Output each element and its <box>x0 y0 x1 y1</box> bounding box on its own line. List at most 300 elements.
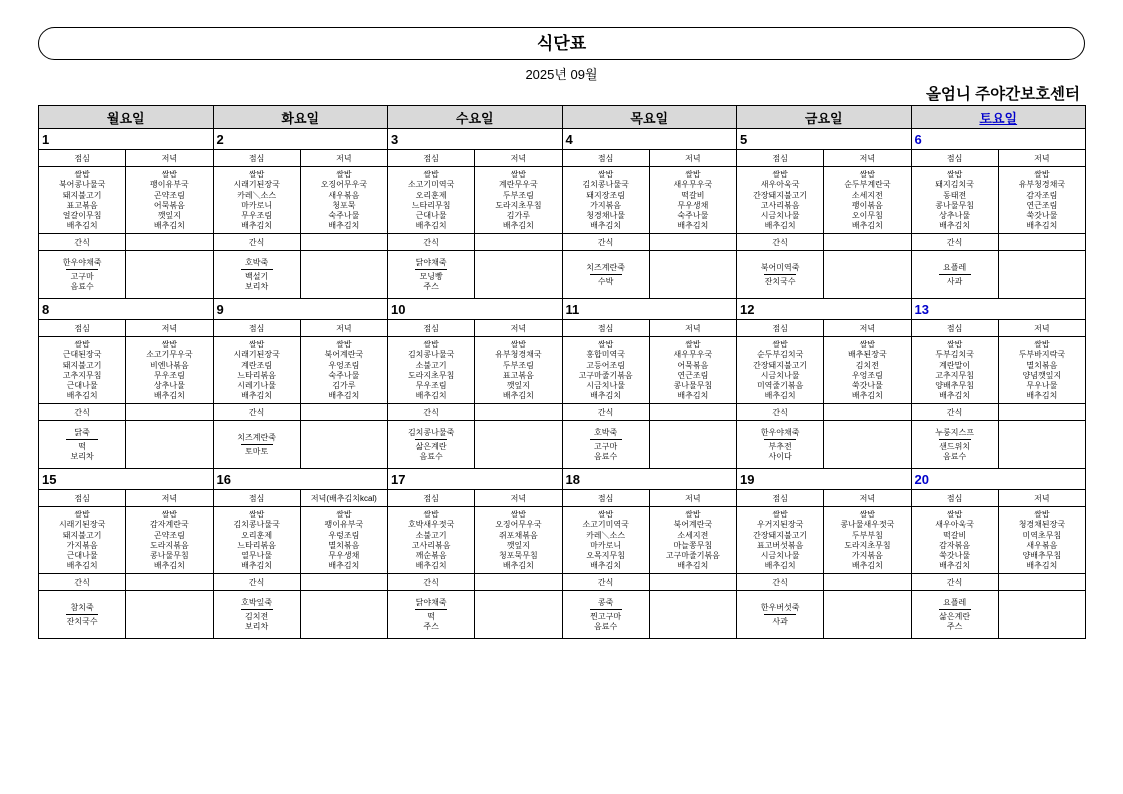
menu-item: 새우아욱국 <box>760 180 800 190</box>
empty-cell <box>998 404 1085 421</box>
menu-item: 깻잎지 <box>506 381 530 391</box>
snack-list <box>912 422 998 468</box>
snack-label: 간식 <box>39 574 126 591</box>
menu-item: 순두부김치국 <box>756 350 804 360</box>
dinner-label: 저녁 <box>126 490 213 507</box>
menu-item: 양배추무침 <box>1022 551 1062 561</box>
snack-list <box>563 422 649 468</box>
empty-cell <box>998 574 1085 591</box>
snack-divider <box>241 269 273 270</box>
snack-divider <box>590 274 622 275</box>
menu-item: 쌀밥 <box>859 170 876 179</box>
menu-item: 깻잎지 <box>157 211 181 221</box>
menu-item: 쌀밥 <box>423 340 439 349</box>
date-cell <box>213 469 388 490</box>
menu-item: 쌀밥 <box>597 510 614 519</box>
snack-divider <box>241 609 273 610</box>
menu-item: 배추김치 <box>415 221 447 231</box>
snack-list <box>39 252 125 298</box>
snack-main: 한우야채죽 <box>62 257 102 267</box>
menu-item: 시래기된장국 <box>58 520 106 530</box>
menu-item: 간장돼지불고기 <box>753 530 808 540</box>
snack-side-item: 부추전 <box>768 441 792 451</box>
snack-divider <box>764 274 796 275</box>
menu-item: 오이무침 <box>851 211 883 221</box>
menu-item: 배추김치 <box>66 221 98 231</box>
snack-cell <box>388 251 475 299</box>
date-number: 16 <box>216 471 231 487</box>
snack-label: 간식 <box>911 574 998 591</box>
menu-item: 청경채된장국 <box>1018 520 1066 530</box>
snack-side-item: 고구마 <box>70 271 94 281</box>
weekday-label: 목요일 <box>630 110 669 126</box>
snack-divider <box>66 269 98 270</box>
menu-item: 쌀밥 <box>510 510 527 519</box>
meal-label-row <box>39 490 1086 507</box>
snack-divider <box>590 439 622 440</box>
table-body <box>39 129 1086 639</box>
menu-item: 새우무우국 <box>673 180 713 190</box>
menu-item: 돼지불고기 <box>62 360 102 370</box>
menu-item: 무우나물 <box>1026 381 1058 391</box>
snack-label: 간식 <box>213 404 300 421</box>
menu-item: 무우조림 <box>153 370 185 380</box>
menu-item: 김치전 <box>855 360 879 370</box>
menu-item: 팽이볶음 <box>851 200 883 210</box>
empty-cell <box>126 251 213 299</box>
menu-item: 고사리볶음 <box>411 540 451 550</box>
dinner-label: 저녁 <box>475 150 562 167</box>
menu-item: 근대된장국 <box>62 350 102 360</box>
snack-list <box>214 592 300 638</box>
menu-item: 소불고기 <box>415 360 447 370</box>
menu-item: 순두부계란국 <box>844 180 891 190</box>
menu-item: 배추김치 <box>241 561 273 571</box>
dinner-menu-list <box>650 507 736 572</box>
snack-main: 요플레 <box>943 597 967 607</box>
menu-item: 무우생채 <box>328 551 360 561</box>
empty-cell <box>300 234 387 251</box>
menu-item: 무우조림 <box>241 211 273 221</box>
empty-cell <box>126 591 213 639</box>
menu-item: 시금치나물 <box>586 381 625 391</box>
snack-side-item: 음료수 <box>70 281 94 291</box>
lunch-menu-list <box>214 167 300 232</box>
date-number: 17 <box>391 471 406 487</box>
snack-side-item: 보리차 <box>245 621 269 631</box>
empty-cell <box>649 404 736 421</box>
menu-item: 쌀밥 <box>597 340 614 349</box>
lunch-menu-list <box>912 507 998 572</box>
menu-item: 곤약조림 <box>153 190 185 200</box>
menu-item: 미역초무침 <box>1022 530 1062 540</box>
date-cell <box>911 129 1086 150</box>
lunch-menu-list <box>388 167 474 232</box>
snack-list <box>214 252 300 298</box>
dinner-menu-cell <box>300 507 387 574</box>
menu-item: 쌀밥 <box>510 170 527 179</box>
menu-item: 숙주나물 <box>328 370 360 380</box>
snack-list <box>737 422 823 468</box>
dinner-label: 저녁 <box>649 490 736 507</box>
menu-item: 돼지김치국 <box>935 180 974 190</box>
snack-label: 간식 <box>213 234 300 251</box>
lunch-menu-cell <box>388 507 475 574</box>
empty-cell <box>300 591 387 639</box>
empty-cell <box>824 251 911 299</box>
dinner-menu-list <box>824 167 910 232</box>
menu-item: 시래기된장국 <box>233 180 280 190</box>
dinner-label: 저녁 <box>824 320 911 337</box>
menu-item: 숙주나물 <box>677 211 709 221</box>
menu-item: 우엉조림 <box>851 370 883 380</box>
table-header <box>39 106 1086 129</box>
dinner-menu-cell <box>475 167 562 234</box>
snack-side-item: 사과 <box>772 616 788 626</box>
empty-cell <box>649 421 736 469</box>
menu-item: 배추김치 <box>851 391 883 401</box>
menu-item: 배추김치 <box>328 221 360 231</box>
snack-divider <box>415 269 447 270</box>
menu-item: 쌀밥 <box>248 510 265 519</box>
menu-item: 쌀밥 <box>336 510 352 519</box>
menu-item: 도라지볶음 <box>150 540 189 550</box>
dinner-menu-cell <box>649 507 736 574</box>
menu-item: 표고볶음 <box>66 200 98 210</box>
snack-label: 간식 <box>562 574 649 591</box>
snack-label: 간식 <box>737 404 824 421</box>
menu-item: 오목지무침 <box>586 551 625 561</box>
menu-item: 배추김치 <box>764 561 796 571</box>
dinner-label: 저녁 <box>300 320 387 337</box>
menu-item: 열무나물 <box>241 551 273 561</box>
menu-item: 가지볶음 <box>851 551 883 561</box>
lunch-label: 점심 <box>388 320 475 337</box>
menu-item: 우렁조림 <box>328 530 360 540</box>
dinner-menu-list <box>301 167 387 232</box>
snack-cell <box>737 591 824 639</box>
snack-divider <box>939 274 971 275</box>
dinner-menu-list <box>824 337 910 402</box>
menu-item: 콩나물무침 <box>935 200 974 210</box>
snack-label: 간식 <box>39 404 126 421</box>
snack-label: 간식 <box>213 574 300 591</box>
menu-item: 팽이유부국 <box>150 180 189 190</box>
menu-item: 배추김치 <box>939 391 971 401</box>
snack-divider <box>66 614 98 615</box>
dinner-menu-cell <box>126 337 213 404</box>
lunch-menu-list <box>388 507 474 572</box>
date-number: 15 <box>42 471 57 487</box>
empty-cell <box>998 591 1085 639</box>
menu-item: 표고버섯볶음 <box>756 540 804 550</box>
lunch-menu-cell <box>213 507 300 574</box>
menu-item: 새우볶음 <box>1026 540 1058 550</box>
menu-item: 연근조림 <box>1026 200 1058 210</box>
weekday-header-row <box>39 106 1086 129</box>
date-number: 1 <box>42 131 50 147</box>
menu-item: 쌀밥 <box>859 340 876 349</box>
menu-item: 쌀밥 <box>336 340 352 349</box>
snack-side-item: 음료수 <box>419 451 443 461</box>
menu-item: 멸치볶음 <box>1026 360 1058 370</box>
menu-item: 배추김치 <box>764 221 796 231</box>
menu-item: 김치콩나물국 <box>582 180 629 190</box>
menu-item: 상추나물 <box>153 381 185 391</box>
snack-main: 요플레 <box>943 262 967 272</box>
menu-item: 유부청경채국 <box>495 350 542 360</box>
date-row <box>39 299 1086 320</box>
snack-list <box>563 252 649 298</box>
date-cell <box>737 129 912 150</box>
menu-item: 고등어조림 <box>586 360 625 370</box>
menu-item: 배추김치 <box>328 561 360 571</box>
snack-label-row <box>39 574 1086 591</box>
dinner-menu-cell <box>475 337 562 404</box>
menu-item: 돼지불고기 <box>62 190 102 200</box>
menu-item: 쌀밥 <box>1034 340 1050 349</box>
snack-side-item: 김치전 <box>245 611 269 621</box>
date-cell <box>39 299 214 320</box>
weekday-label: 수요일 <box>455 110 494 126</box>
menu-item: 청포묵 <box>332 200 356 210</box>
menu-item: 북어계란국 <box>673 520 713 530</box>
menu-item: 소세지전 <box>851 190 883 200</box>
snack-side-item: 백설기 <box>245 271 269 281</box>
lunch-label: 점심 <box>213 320 300 337</box>
lunch-menu-list <box>563 507 649 572</box>
menu-item: 배추김치 <box>153 391 185 401</box>
menu-item: 마늘쫑무침 <box>673 540 713 550</box>
dinner-menu-cell <box>998 507 1085 574</box>
meal-label-row <box>39 150 1086 167</box>
menu-item: 쌀밥 <box>772 170 788 179</box>
snack-divider <box>241 444 273 445</box>
menu-item: 배추김치 <box>153 561 185 571</box>
snack-label: 간식 <box>562 234 649 251</box>
lunch-menu-list <box>912 337 998 402</box>
dinner-menu-list <box>301 337 387 402</box>
dinner-menu-list <box>126 167 212 232</box>
snack-side-item: 삶은계란 <box>939 611 971 621</box>
dinner-label: 저녁 <box>998 320 1085 337</box>
snack-main: 닭야채죽 <box>415 597 447 607</box>
menu-item: 배추김치 <box>66 391 98 401</box>
empty-cell <box>998 251 1085 299</box>
snack-list <box>39 422 125 468</box>
date-cell <box>388 129 563 150</box>
lunch-menu-cell <box>213 337 300 404</box>
empty-cell <box>475 404 562 421</box>
menu-item: 배추김치 <box>241 391 273 401</box>
lunch-menu-cell <box>388 337 475 404</box>
menu-item: 미역줄기볶음 <box>756 381 804 391</box>
menu-item: 배추김치 <box>502 221 534 231</box>
snack-row <box>39 591 1086 639</box>
menu-item: 오리훈제 <box>241 530 273 540</box>
weekday-label: 월요일 <box>106 110 145 126</box>
lunch-menu-list <box>563 167 649 232</box>
menu-item: 배추김치 <box>415 391 447 401</box>
menu-item: 배추김치 <box>502 561 534 571</box>
menu-item: 쌀밥 <box>859 510 876 519</box>
empty-cell <box>824 404 911 421</box>
menu-item: 쌀밥 <box>772 510 788 519</box>
menu-item: 배추김치 <box>590 391 622 401</box>
date-cell <box>911 469 1086 490</box>
snack-list <box>912 252 998 298</box>
lunch-label: 점심 <box>737 320 824 337</box>
empty-cell <box>475 574 562 591</box>
date-cell <box>39 129 214 150</box>
snack-side-item: 사과 <box>946 276 963 286</box>
empty-cell <box>824 421 911 469</box>
date-number: 4 <box>565 131 573 147</box>
menu-item: 비엔나볶음 <box>150 360 189 370</box>
dinner-label: 저녁 <box>475 490 562 507</box>
snack-row <box>39 251 1086 299</box>
menu-item: 쌀밥 <box>685 510 701 519</box>
snack-row <box>39 421 1086 469</box>
menu-item: 깻잎지 <box>506 540 530 550</box>
snack-label: 간식 <box>39 234 126 251</box>
snack-divider <box>415 439 447 440</box>
menu-item: 쌀밥 <box>248 340 265 349</box>
dinner-menu-list <box>301 507 387 572</box>
menu-item: 도라지초무침 <box>407 370 455 380</box>
menu-item: 돼지불고기 <box>62 530 102 540</box>
menu-item: 감자볶음 <box>939 540 971 550</box>
menu-item: 배추김치 <box>153 221 185 231</box>
snack-side-item: 주스 <box>946 621 963 631</box>
snack-side-item: 음료수 <box>943 451 967 461</box>
weekday-label: 금요일 <box>804 110 843 126</box>
snack-side-item: 떡 <box>427 611 435 621</box>
menu-item: 새우아욱국 <box>935 520 974 530</box>
snack-list <box>912 592 998 638</box>
snack-divider <box>764 614 796 615</box>
lunch-label: 점심 <box>911 320 998 337</box>
menu-row <box>39 167 1086 234</box>
snack-main: 북어미역죽 <box>760 262 800 272</box>
date-row <box>39 469 1086 490</box>
snack-cell <box>562 251 649 299</box>
weekday-header <box>39 106 214 129</box>
menu-item: 고사리볶음 <box>760 200 800 210</box>
empty-cell <box>475 251 562 299</box>
lunch-menu-cell <box>39 507 126 574</box>
menu-item: 계란무우국 <box>499 180 538 190</box>
menu-item: 고구마줄기볶음 <box>578 370 633 380</box>
dinner-label: 저녁 <box>649 320 736 337</box>
menu-item: 가지볶음 <box>66 540 98 550</box>
dinner-menu-cell <box>998 337 1085 404</box>
menu-item: 쥐포채볶음 <box>499 530 538 540</box>
date-cell <box>737 469 912 490</box>
menu-item: 떡갈비 <box>681 190 705 200</box>
dinner-label: 저녁 <box>300 150 387 167</box>
menu-item: 우엉조림 <box>328 360 360 370</box>
snack-main: 치즈계란죽 <box>586 262 625 272</box>
date-number: 6 <box>914 131 922 147</box>
menu-item: 배추김치 <box>851 561 883 571</box>
lunch-menu-cell <box>737 167 824 234</box>
menu-item: 계란조림 <box>241 360 273 370</box>
snack-main: 호박잎죽 <box>241 597 273 607</box>
lunch-label: 점심 <box>911 490 998 507</box>
snack-side-item: 잔치국수 <box>66 616 98 626</box>
lunch-menu-cell <box>911 507 998 574</box>
date-cell <box>388 469 563 490</box>
menu-item: 카레＼소스 <box>586 530 626 540</box>
menu-item: 쌀밥 <box>423 170 439 179</box>
snack-side-item: 토마토 <box>245 446 269 456</box>
snack-side-item: 음료수 <box>594 451 618 461</box>
menu-item: 쑥갓나물 <box>1026 211 1058 221</box>
snack-main: 닭야채죽 <box>415 257 447 267</box>
lunch-menu-list <box>39 507 125 572</box>
menu-item: 북어콩나물국 <box>58 180 106 190</box>
empty-cell <box>649 234 736 251</box>
snack-cell <box>388 421 475 469</box>
date-number: 10 <box>391 301 406 317</box>
dinner-menu-list <box>475 167 561 232</box>
snack-label: 간식 <box>737 574 824 591</box>
date-cell <box>737 299 912 320</box>
snack-main: 한우버섯죽 <box>760 602 800 612</box>
dinner-menu-list <box>650 167 736 232</box>
dinner-menu-cell <box>300 337 387 404</box>
menu-item: 양념깻잎지 <box>1022 370 1062 380</box>
dinner-label: 저녁 <box>998 490 1085 507</box>
menu-item: 느타리무침 <box>411 200 451 210</box>
snack-cell <box>911 591 998 639</box>
menu-item: 깨순볶음 <box>415 551 447 561</box>
menu-item: 느타리볶음 <box>237 540 276 550</box>
date-cell <box>562 469 737 490</box>
snack-main: 콩죽 <box>597 597 614 607</box>
snack-divider <box>764 439 796 440</box>
snack-list <box>388 422 474 468</box>
snack-cell <box>39 591 126 639</box>
menu-item: 우거지된장국 <box>756 520 804 530</box>
menu-item: 도라지초무침 <box>495 200 542 210</box>
dinner-menu-list <box>126 337 212 402</box>
weekday-header <box>213 106 388 129</box>
snack-side-item: 음료수 <box>594 621 618 631</box>
menu-item: 고추지무침 <box>935 370 974 380</box>
date-number: 19 <box>740 471 755 487</box>
menu-item: 느타리볶음 <box>237 370 276 380</box>
menu-item: 마카로니 <box>590 540 622 550</box>
menu-item: 쌀밥 <box>161 510 178 519</box>
menu-item: 떡갈비 <box>943 530 967 540</box>
lunch-label: 점심 <box>911 150 998 167</box>
lunch-menu-list <box>563 337 649 402</box>
menu-item: 두부조림 <box>502 360 534 370</box>
menu-item: 두부조림 <box>502 190 534 200</box>
snack-cell <box>562 591 649 639</box>
snack-list <box>388 592 474 638</box>
menu-item: 시레기나물 <box>237 381 276 391</box>
center-name: 올엄니 주야간보호센터 <box>925 86 1080 103</box>
lunch-label: 점심 <box>39 490 126 507</box>
menu-item: 쌀밥 <box>161 170 178 179</box>
date-cell <box>39 469 214 490</box>
snack-label: 간식 <box>911 234 998 251</box>
snack-list <box>563 592 649 638</box>
lunch-menu-cell <box>562 507 649 574</box>
